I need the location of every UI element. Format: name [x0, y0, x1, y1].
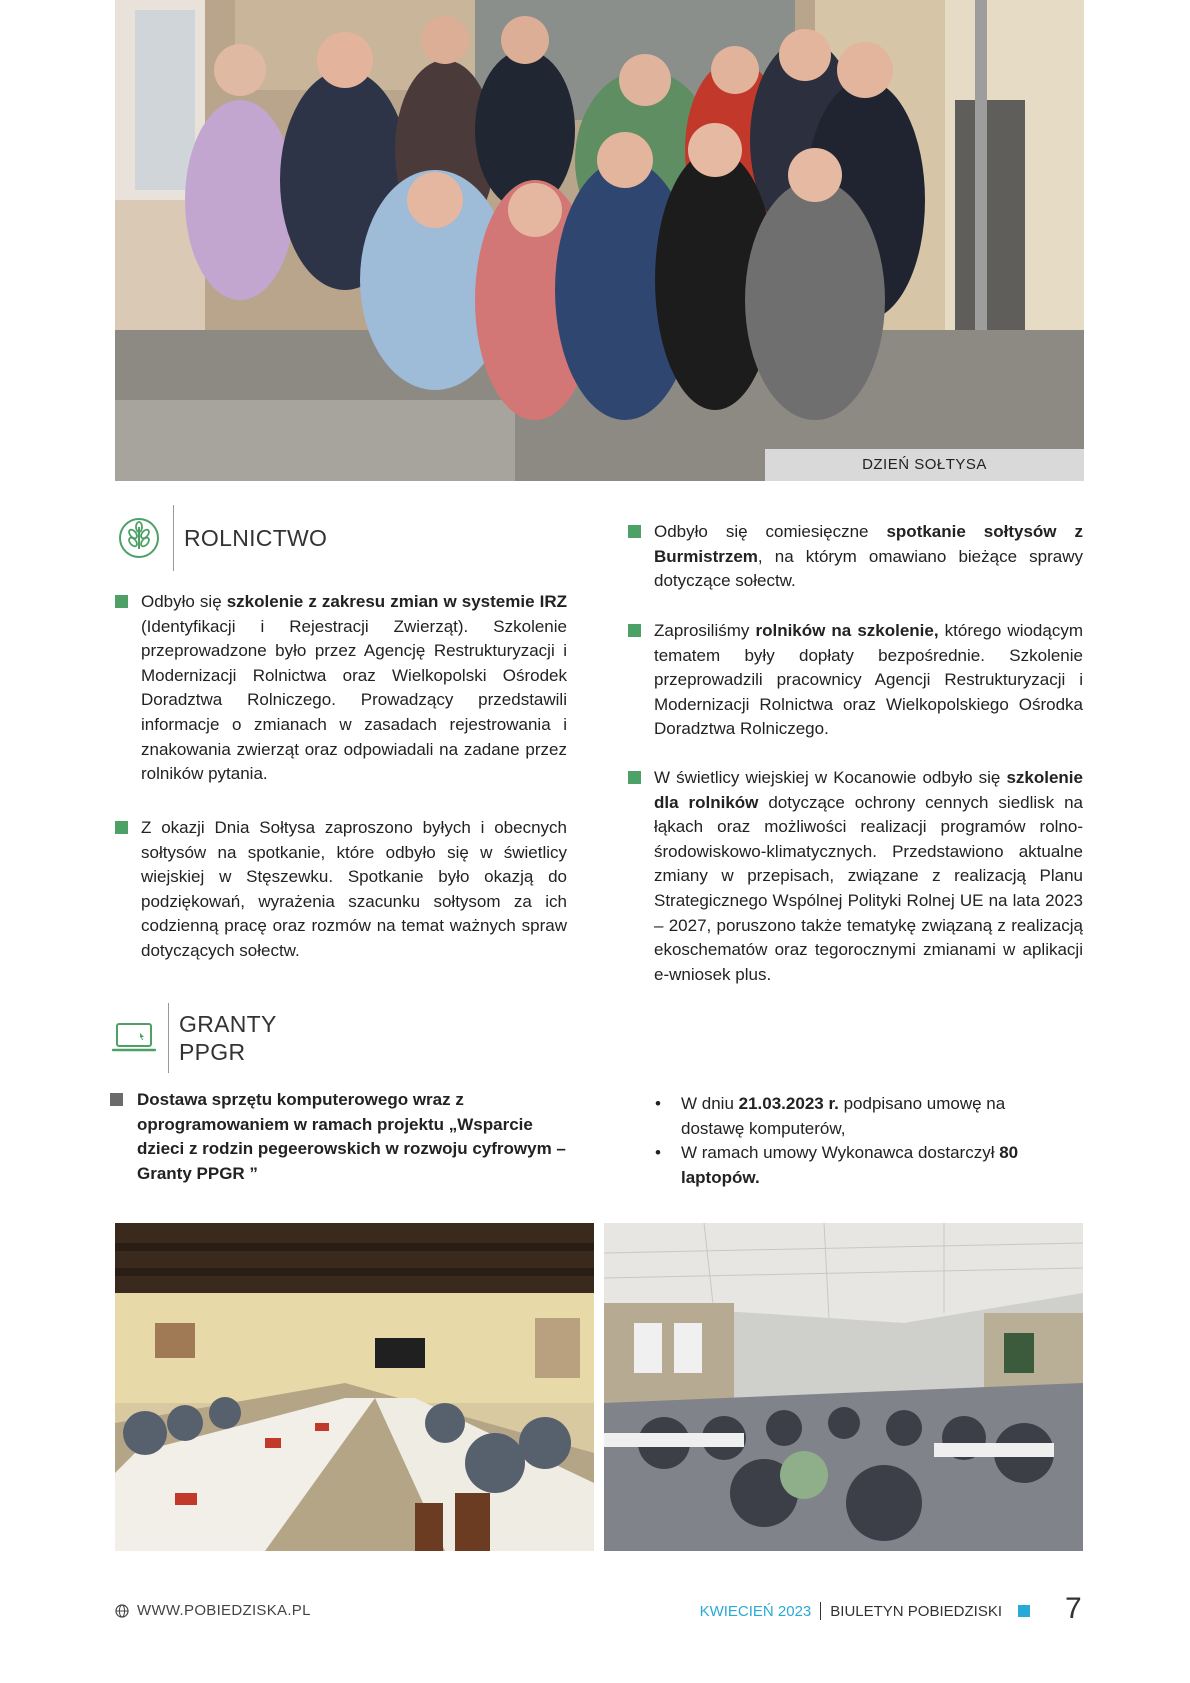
footer-square-icon [1018, 1605, 1030, 1617]
item-text: Dostawa sprzętu komputerowego wraz z oprogramowaniem w ramach projektu „Wsparcie dzieci z rodzin pegeerowskich w rozwoju cyfrowym – Granty PPGR ” [137, 1090, 566, 1183]
footer-website[interactable] [115, 1602, 311, 1619]
bulletin-name: BIULETYN POBIEDZISKI [830, 1602, 1002, 1620]
granty-list [655, 1092, 1035, 1190]
meeting-photo-left [115, 1223, 594, 1551]
rolnictwo-item-2 [115, 816, 567, 964]
globe-icon [115, 1604, 129, 1618]
bullet-square [115, 821, 128, 834]
item-text: Z okazji Dnia Sołtysa zaproszono byłych i obecnych sołtysów na spotkanie, które odbyło się w świetlicy wiejskiej w Stęszewku. Spotkanie było okazją do podziękowań, wyrażenia szacunku sołtysom za ich codzienną pracę oraz rozmów na temat ważnych spraw dotyczących sołectw. [141, 818, 567, 960]
website-link[interactable]: WWW.POBIEDZISKA.PL [137, 1602, 311, 1619]
rolnictwo-header [115, 505, 327, 571]
meeting-photo-right [604, 1223, 1083, 1551]
item-text: W świetlicy wiejskiej w Kocanowie odbyło się szkolenie dla rolników dotyczące ochrony cennych siedlisk na łąkach oraz możliwości realizacji programów rolno-środowiskowo-klimatycznych. Przedstawiono aktualne zmiany w przepisach, związane z realizacją Planu Strategicznego Wspólnej Polityki Rolnej UE na lata 2023 – 2027, poruszono także tematykę związaną z realizacją ekoschematów oraz tegorocznymi zmianami w aplikacji e-wniosek plus. [654, 768, 1083, 984]
list-item: • W ramach umowy Wykonawca dostarczył 80 laptopów. [655, 1141, 1035, 1190]
rolnictwo-right-item-3 [628, 766, 1083, 987]
footer-issue [700, 1602, 1030, 1620]
item-text: Odbyło się comiesięczne spotkanie sołtysów z Burmistrzem, na którym omawiano bieżące sprawy dotyczące sołectw. [654, 522, 1083, 591]
bullet-square [628, 525, 641, 538]
photo-caption: DZIEŃ SOŁTYSA [765, 449, 1084, 481]
laptop-icon [110, 1003, 158, 1073]
section-title-granty [179, 1003, 277, 1073]
granty-header [110, 1003, 277, 1073]
rolnictwo-right-item-2 [628, 619, 1083, 742]
bullet-square [628, 771, 641, 784]
footer-divider [820, 1602, 821, 1620]
granty-lead [110, 1088, 570, 1186]
page-number: 7 [1065, 1592, 1082, 1625]
bullet-square [628, 624, 641, 637]
bullet-square [115, 595, 128, 608]
section-title-rolnictwo: ROLNICTWO [184, 525, 328, 551]
rolnictwo-item-1 [115, 590, 567, 787]
header-divider [168, 1003, 169, 1073]
item-text: Zaprosiliśmy rolników na szkolenie, którego wiodącym tematem były dopłaty bezpośrednie. Szkolenie przeprowadzili pracownicy Agencji Restrukturyzacji i Modernizacji Rolnictwa oraz Wielkopolskiego Ośrodka Doradztwa Rolniczego. [654, 621, 1084, 739]
issue-month: KWIECIEŃ 2023 [699, 1602, 812, 1620]
title-line-1: GRANTY [179, 1011, 277, 1037]
group-photo [115, 0, 1084, 481]
title-line-2: PPGR [179, 1039, 246, 1065]
wheat-icon [115, 505, 163, 571]
rolnictwo-right-item-1 [628, 520, 1083, 594]
list-item: • W dniu 21.03.2023 r. podpisano umowę na dostawę komputerów, [655, 1092, 1035, 1141]
header-divider [173, 505, 174, 571]
bullet-square [110, 1093, 123, 1106]
item-text: Odbyło się szkolenie z zakresu zmian w systemie IRZ (Identyfikacji i Rejestracji Zwierząt). Szkolenie przeprowadzone było przez Agencję Restrukturyzacji i Modernizacji Rolnictwa oraz Wielkopolski Ośrodek Doradztwa Rolniczego. Prowadzący przedstawili informacje o zmianach w zasadach rejestrowania i znakowania zwierząt oraz odpowiadali na zadane przez rolników pytania. [141, 592, 567, 784]
